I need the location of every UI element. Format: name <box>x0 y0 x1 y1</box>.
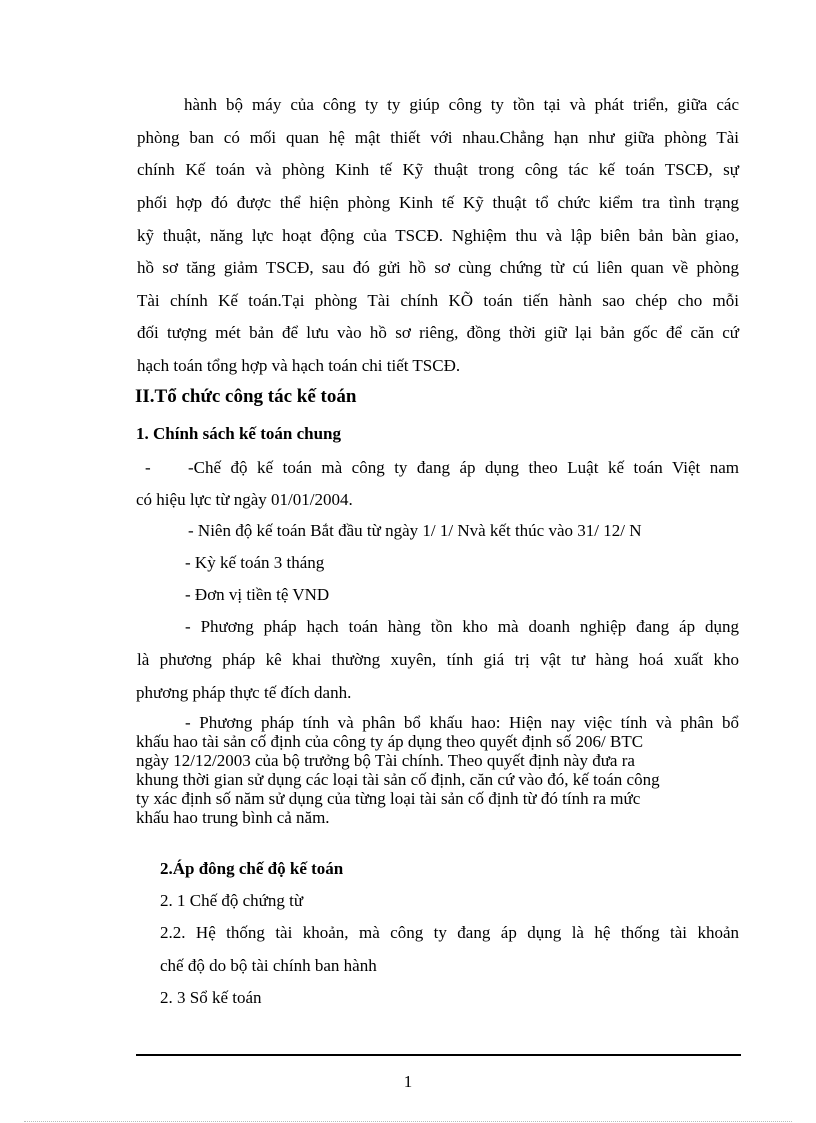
paragraph1-line: phối hợp đó được thể hiện phòng Kinh tế Kỹ thuật tổ chức kiểm tra tình trạng <box>137 193 739 212</box>
paragraph1-line: hồ sơ tăng giảm TSCĐ, sau đó gửi hồ sơ cùng chứng từ cú liên quan về phòng <box>137 258 739 277</box>
fiscal-year-line: - Niên độ kế toán Bắt đầu từ ngày 1/ 1/ Nvà kết thúc vào 31/ 12/ N <box>188 521 642 540</box>
page-number: 1 <box>403 1072 413 1091</box>
paragraph1-line: chính Kế toán và phòng Kinh tế Kỹ thuật trong công tác kế toán TSCĐ, sự <box>137 160 739 179</box>
sub2-item: 2.2. Hệ thống tài khoản, mà công ty đang áp dụng là hệ thống tài khoản <box>160 923 739 942</box>
paragraph1-line: kỹ thuật, năng lực hoạt động của TSCĐ. Nghiệm thu và lập biên bản bàn giao, <box>137 226 739 245</box>
sub2-item: 2. 1 Chế độ chứng từ <box>160 891 304 910</box>
inventory-line: - Phương pháp hạch toán hàng tồn kho mà doanh nghiệp đang áp dụng <box>185 617 739 636</box>
depreciation-line: - Phương pháp tính và phân bổ khấu hao: Hiện nay việc tính và phân bổ <box>185 713 739 732</box>
currency-line: - Đơn vị tiền tệ VND <box>185 585 330 604</box>
policy-line: có hiệu lực từ ngày 01/01/2004. <box>136 490 353 509</box>
inventory-line: là phương pháp kê khai thường xuyên, tính giá trị vật tư hàng hoá xuất kho <box>137 650 739 669</box>
sub2-item: 2. 3 Sổ kế toán <box>160 988 262 1007</box>
policy-line: -Chế độ kế toán mà công ty đang áp dụng theo Luật kế toán Việt nam <box>188 458 739 477</box>
depreciation-line: khung thời gian sử dụng các loại tài sản cố định, căn cứ vào đó, kế toán công <box>136 770 660 789</box>
depreciation-line: khấu hao tài sản cố định của công ty áp dụng theo quyết định số 206/ BTC <box>136 732 644 751</box>
sub2-heading: 2.Áp đông chế độ kế toán <box>160 859 344 878</box>
sub2-item: chế độ do bộ tài chính ban hành <box>160 956 377 975</box>
paragraph1-line: hành bộ máy của công ty ty giúp công ty tồn tại và phát triển, giữa các <box>184 95 739 114</box>
paragraph1-line: đối tượng mét bản để lưu vào hồ sơ riêng, đồng thời giữ lại bản gốc để căn cứ <box>137 323 739 342</box>
section-heading: II.Tổ chức công tác kế toán <box>135 386 357 407</box>
paragraph1-line: hạch toán tổng hợp và hạch toán chi tiết TSCĐ. <box>137 356 461 375</box>
inventory-line: phương pháp thực tế đích danh. <box>136 683 352 702</box>
paragraph1-line: Tài chính Kế toán.Tại phòng Tài chính KÕ toán tiến hành sao chép cho mỗi <box>137 291 739 310</box>
depreciation-line: khấu hao trung bình cả năm. <box>136 808 330 827</box>
policy-dash: - <box>145 458 151 477</box>
sub1-heading: 1. Chính sách kế toán chung <box>136 424 342 443</box>
period-line: - Kỳ kế toán 3 tháng <box>185 553 325 572</box>
page-bottom-border <box>24 1121 792 1122</box>
footer-rule <box>136 1054 741 1056</box>
depreciation-line: ty xác định số năm sử dụng của từng loại tài sản cố định từ đó tính ra mức <box>136 789 641 808</box>
paragraph1-line: phòng ban có mối quan hệ mật thiết với nhau.Chẳng hạn như giữa phòng Tài <box>137 128 739 147</box>
depreciation-line: ngày 12/12/2003 của bộ trưởng bộ Tài chính. Theo quyết định này đưa ra <box>136 751 635 770</box>
